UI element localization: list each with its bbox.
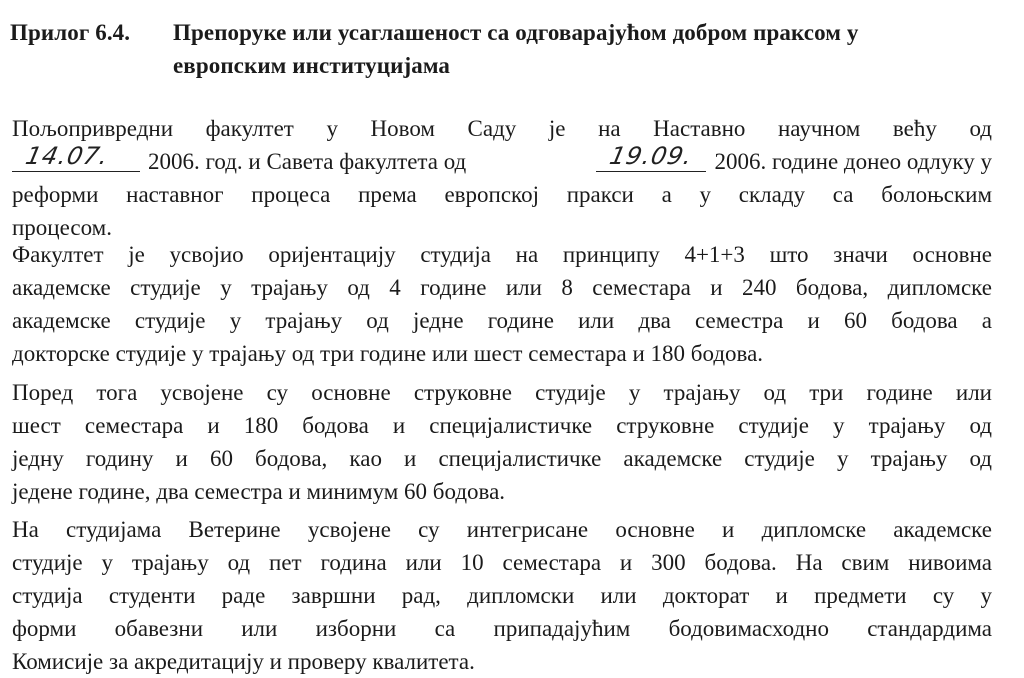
text-line: Пољопривредни факултет у Новом Саду је на Наставно научном већу од xyxy=(12,116,992,141)
text-line: студије у трајању од пет година или 10 семестара и 300 бодова. На свим нивоима xyxy=(12,550,992,575)
text-line: Поред тога усвојене су основне струковне студије у трајању од три године или xyxy=(12,380,992,405)
paragraph-vocational-studies xyxy=(12,376,992,508)
text-line-with-dates xyxy=(12,142,992,178)
text-line: Комисије за акредитацију и проверу квалитета. xyxy=(12,649,475,674)
text-line: академске студије у трајању од једне године или два семестра и 60 бодова а xyxy=(12,308,992,333)
annex-number: Прилог 6.4. xyxy=(10,20,131,45)
paragraph-veterinary-studies xyxy=(12,513,992,678)
annex-title xyxy=(173,16,1003,82)
text-line: форми обавезни или изборни са припадајућим бодовимасходно стандардима xyxy=(12,616,992,641)
text-line: реформи наставног процеса према европској пракси а у складу са болоњским xyxy=(12,182,992,207)
handwritten-date: 19.09. xyxy=(607,142,696,170)
paragraph-decision xyxy=(12,112,992,244)
text-fragment: 2006. год. и Савета факултета од xyxy=(148,149,467,174)
annex-title-line: Препоруке или усаглашеност са одговарајућом добром праксом у xyxy=(173,20,859,45)
paragraph-study-structure xyxy=(12,238,992,370)
text-line: једну годину и 60 бодова, као и специјалистичке академске студије у трајању од xyxy=(12,446,992,471)
text-line: једене године, два семестра и минимум 60 бодова. xyxy=(12,479,506,504)
handwritten-date-field xyxy=(12,142,140,172)
text-line: процесом. xyxy=(12,215,112,240)
text-line: Факултет је усвојио оријентацију студија на принципу 4+1+3 што значи основне xyxy=(12,242,992,267)
text-line: академске студије у трајању од 4 године или 8 семестара и 240 бодова, дипломске xyxy=(12,275,992,300)
handwritten-date: 14.07. xyxy=(23,142,112,170)
handwritten-date-field xyxy=(596,142,706,172)
text-line: шест семестара и 180 бодова и специјалистичке струковне студије у трајању од xyxy=(12,413,992,438)
text-line: докторске студије у трајању од три године или шест семестара и 180 бодова. xyxy=(12,341,764,366)
annex-title-line: европским институцијама xyxy=(173,53,451,78)
text-fragment: 2006. године донео одлуку у xyxy=(714,149,992,174)
text-line: На студијама Ветерине усвојене су интегрисане основне и дипломске академске xyxy=(12,517,992,542)
text-line: студија студенти раде завршни рад, дипломски или докторат и предмети су у xyxy=(12,583,992,608)
